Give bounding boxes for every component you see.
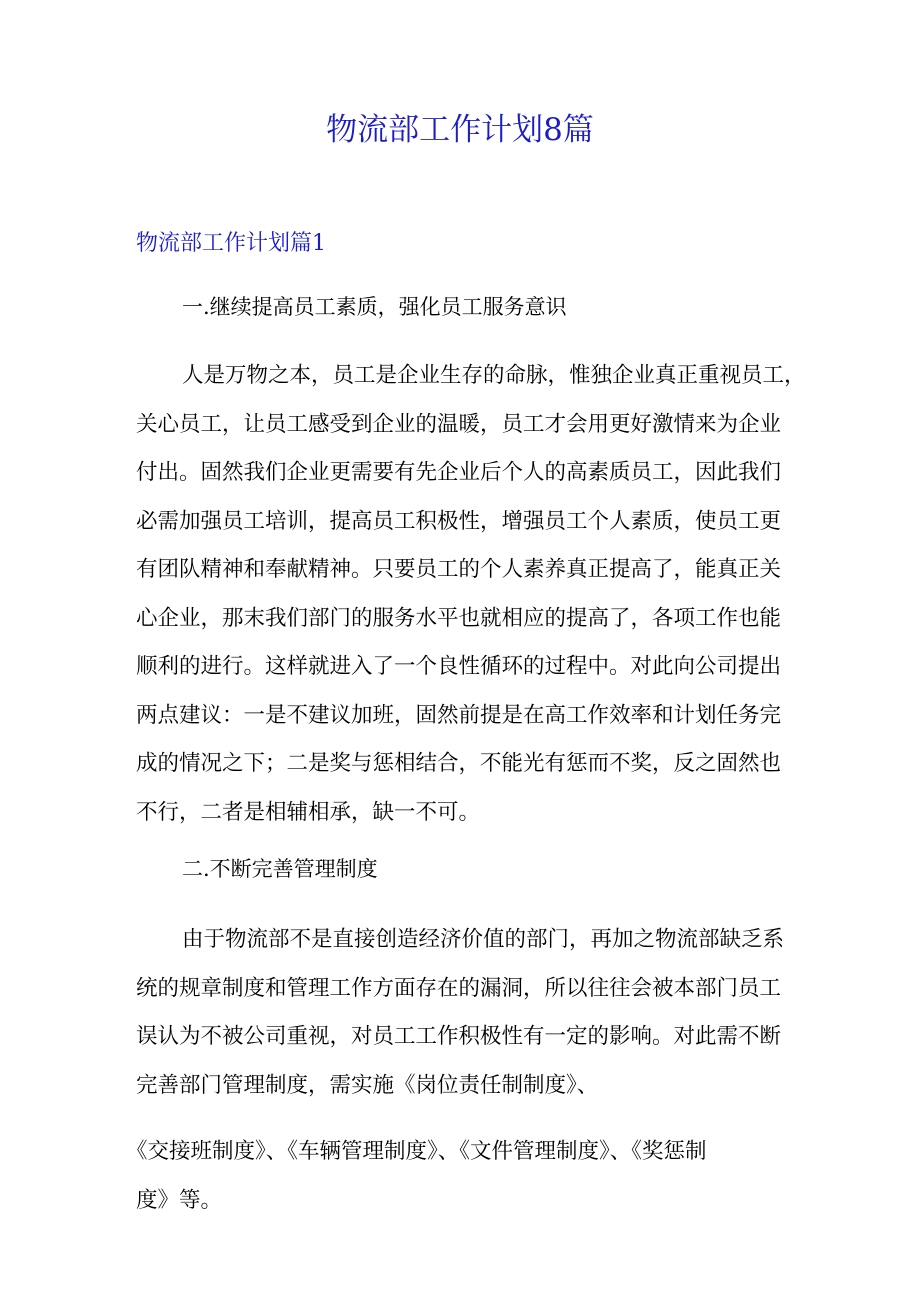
paragraph-line: 完善部门管理制度，需实施《岗位责任制制度》、 <box>136 1072 599 1098</box>
section-title: 物流部工作计划篇1 <box>136 231 326 256</box>
paragraph-line: 两点建议：一是不建议加班，固然前提是在高工作效率和计划任务完 <box>136 702 782 728</box>
paragraph-line: 心企业，那末我们部门的服务水平也就相应的提高了，各项工作也能 <box>136 605 782 631</box>
heading-1: 一.继续提高员工素质，强化员工服务意识 <box>182 295 567 319</box>
paragraph-line: 不行，二者是相辅相承，缺一不可。 <box>136 799 481 825</box>
paragraph-line: 付出。固然我们企业更需要有先企业后个人的高素质员工，因此我们 <box>136 460 782 485</box>
paragraph-1 <box>136 352 806 837</box>
paragraph-line: 顺利的进行。这样就进入了一个良性循环的过程中。对此向公司提出 <box>136 654 782 679</box>
paragraph-3 <box>126 1128 796 1225</box>
paragraph-line: 成的情况之下；二是奖与惩相结合，不能光有惩而不奖，反之固然也 <box>136 751 782 776</box>
page-title: 物流部工作计划8篇 <box>326 112 594 148</box>
paragraph-2 <box>136 916 796 1110</box>
paragraph-line: 度》等。 <box>136 1187 223 1213</box>
paragraph-line: 关心员工，让员工感受到企业的温暖，员工才会用更好激情来为企业 <box>136 411 782 437</box>
paragraph-line: 《交接班制度》、《车辆管理制度》、《文件管理制度》、《奖惩制 <box>126 1139 707 1164</box>
paragraph-line: 由于物流部不是直接创造经济价值的部门，再加之物流部缺乏系 <box>182 927 785 952</box>
paragraph-line: 有团队精神和奉献精神。只要员工的个人素养真正提高了，能真正关 <box>136 557 782 582</box>
paragraph-line: 误认为不被公司重视，对员工工作积极性有一定的影响。对此需不断 <box>136 1024 782 1049</box>
paragraph-line: 必需加强员工培训，提高员工积极性，增强员工个人素质，使员工更 <box>136 508 782 534</box>
paragraph-line: 人是万物之本，员工是企业生存的命脉，惟独企业真正重视员工， <box>182 363 806 388</box>
paragraph-line: 统的规章制度和管理工作方面存在的漏洞，所以往往会被本部门员工 <box>136 975 782 1001</box>
heading-2: 二.不断完善管理制度 <box>182 857 378 881</box>
